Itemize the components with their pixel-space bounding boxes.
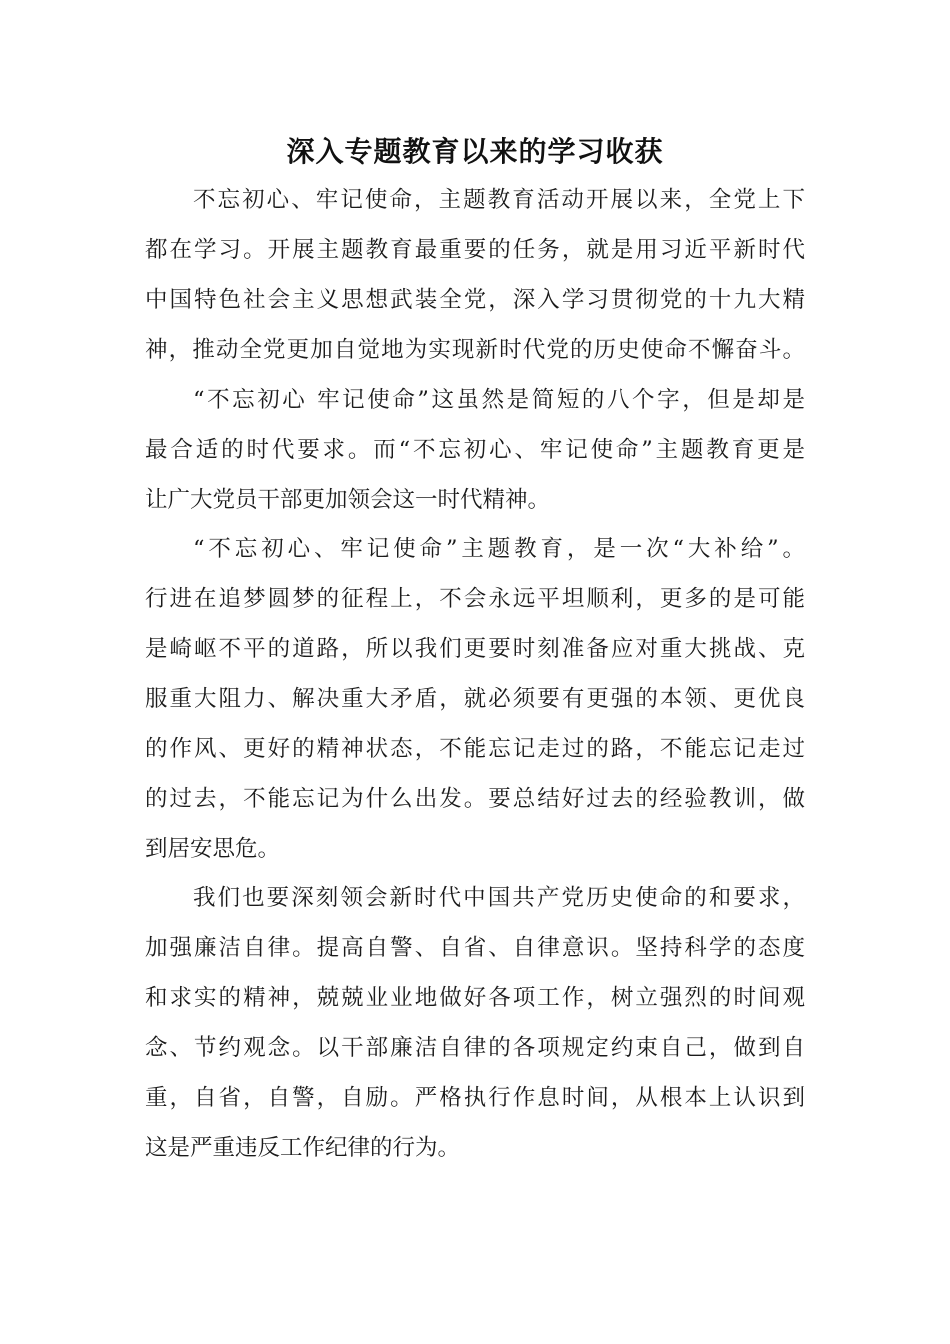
paragraph-line: 最合适的时代要求。而“不忘初心、牢记使命”主题教育更是 [145, 437, 805, 463]
paragraph-line: “不忘初心、牢记使命”主题教育，是一次“大补给”。 [193, 536, 805, 562]
paragraph-line: 重，自省，自警，自励。严格执行作息时间，从根本上认识到 [145, 1085, 805, 1111]
paragraph-line: 的作风、更好的精神状态，不能忘记走过的路，不能忘记走过 [145, 736, 805, 762]
paragraph-line: 行进在追梦圆梦的征程上，不会永远平坦顺利，更多的是可能 [145, 586, 805, 612]
paragraph-line: 这是严重违反工作纪律的行为。 [145, 1135, 461, 1161]
paragraph-2 [145, 375, 805, 525]
paragraph-line: 中国特色社会主义思想武装全党，深入学习贯彻党的十九大精 [145, 287, 805, 313]
document-title: 深入专题教育以来的学习收获 [286, 135, 664, 168]
paragraph-3 [145, 524, 805, 874]
paragraph-line: 让广大党员干部更加领会这一时代精神。 [145, 487, 551, 513]
paragraph-line: 神，推动全党更加自觉地为实现新时代党的历史使命不懈奋斗。 [145, 337, 805, 363]
paragraph-line: 都在学习。开展主题教育最重要的任务，就是用习近平新时代 [145, 237, 805, 263]
paragraph-line: 服重大阻力、解决重大矛盾，就必须要有更强的本领、更优良 [145, 686, 805, 712]
paragraph-line: 念、节约观念。以干部廉洁自律的各项规定约束自己，做到自 [145, 1035, 805, 1061]
paragraph-4 [145, 873, 805, 1173]
paragraph-line: 是崎岖不平的道路，所以我们更要时刻准备应对重大挑战、克 [145, 636, 805, 662]
paragraph-line: 的过去，不能忘记为什么出发。要总结好过去的经验教训，做 [145, 786, 805, 812]
paragraph-line: 和求实的精神，兢兢业业地做好各项工作，树立强烈的时间观 [145, 985, 805, 1011]
paragraph-line: 到居安思危。 [145, 836, 281, 862]
paragraph-line: 我们也要深刻领会新时代中国共产党历史使命的和要求， [193, 885, 805, 911]
paragraph-line: “不忘初心 牢记使命”这虽然是简短的八个字，但是却是 [193, 387, 805, 413]
paragraph-line: 加强廉洁自律。提高自警、自省、自律意识。坚持科学的态度 [145, 935, 805, 961]
paragraph-1 [145, 175, 805, 375]
paragraph-line: 不忘初心、牢记使命，主题教育活动开展以来，全党上下 [193, 187, 805, 213]
